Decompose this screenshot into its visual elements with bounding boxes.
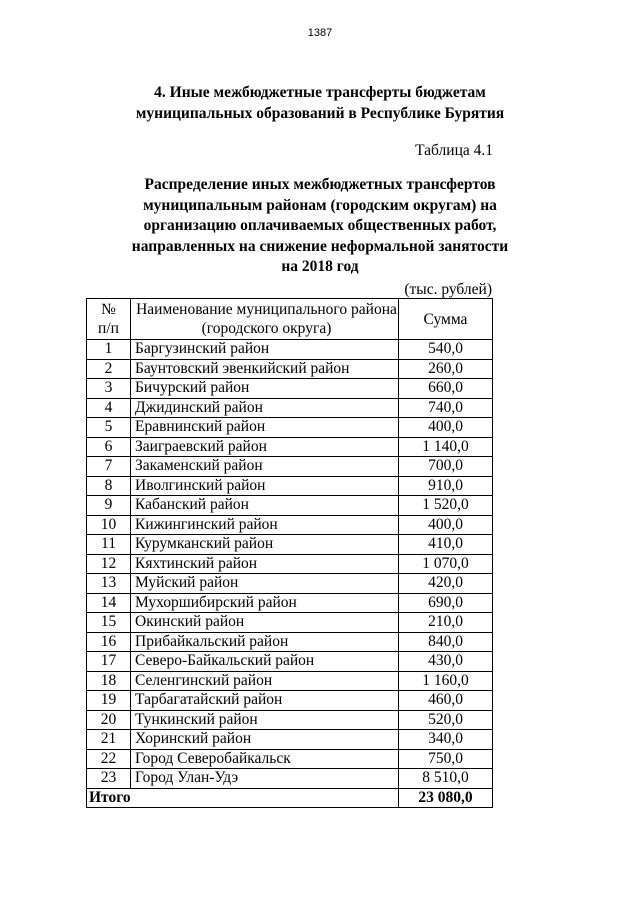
- row-sum: 540,0: [399, 340, 493, 360]
- table-title-line: Распределение иных межбюджетных трансфертов: [144, 176, 496, 193]
- row-number: 6: [87, 437, 131, 457]
- row-number: 8: [87, 476, 131, 496]
- transfers-table: [86, 298, 493, 808]
- row-number: 16: [87, 632, 131, 652]
- table-row: [87, 613, 493, 633]
- row-district-name: Кяхтинский район: [131, 554, 399, 574]
- table-row: [87, 769, 493, 789]
- row-sum: 660,0: [399, 379, 493, 399]
- table-row: [87, 593, 493, 613]
- table-row: [87, 574, 493, 594]
- table-row: [87, 398, 493, 418]
- table-header-row: [87, 299, 493, 340]
- header-name-line: (городского округа): [201, 320, 332, 337]
- row-district-name: Город Северобайкальск: [131, 749, 399, 769]
- section-heading: [90, 82, 550, 124]
- row-sum: 410,0: [399, 535, 493, 555]
- row-sum: 1 140,0: [399, 437, 493, 457]
- row-sum: 1 520,0: [399, 496, 493, 516]
- row-sum: 750,0: [399, 749, 493, 769]
- row-district-name: Окинский район: [131, 613, 399, 633]
- row-sum: 260,0: [399, 359, 493, 379]
- row-number: 20: [87, 710, 131, 730]
- row-district-name: Иволгинский район: [131, 476, 399, 496]
- row-sum: 340,0: [399, 730, 493, 750]
- row-district-name: Мухоршибирский район: [131, 593, 399, 613]
- header-num: [87, 299, 131, 340]
- table-body: [87, 340, 493, 789]
- row-sum: 1 070,0: [399, 554, 493, 574]
- row-district-name: Курумканский район: [131, 535, 399, 555]
- row-district-name: Заиграевский район: [131, 437, 399, 457]
- table-row: [87, 359, 493, 379]
- row-district-name: Кабанский район: [131, 496, 399, 516]
- row-sum: 8 510,0: [399, 769, 493, 789]
- row-district-name: Закаменский район: [131, 457, 399, 477]
- row-district-name: Бичурский район: [131, 379, 399, 399]
- table-row: [87, 554, 493, 574]
- table-row: [87, 749, 493, 769]
- row-district-name: Баунтовский эвенкийский район: [131, 359, 399, 379]
- row-district-name: Тункинский район: [131, 710, 399, 730]
- row-district-name: Селенгинский район: [131, 671, 399, 691]
- section-heading-line: муниципальных образований в Республике Бурятия: [135, 105, 505, 122]
- table-title-line: муниципальным районам (городским округам) на: [143, 196, 497, 214]
- table-row: [87, 632, 493, 652]
- row-number: 3: [87, 379, 131, 399]
- row-district-name: Город Улан-Удэ: [131, 769, 399, 789]
- row-sum: 460,0: [399, 691, 493, 711]
- row-district-name: Хоринский район: [131, 730, 399, 750]
- table-row: [87, 535, 493, 555]
- table-row: [87, 515, 493, 535]
- row-number: 1: [87, 340, 131, 360]
- header-name-line: Наименование муниципального района: [136, 301, 397, 318]
- row-number: 5: [87, 418, 131, 438]
- header-sum: Сумма: [399, 299, 493, 340]
- row-district-name: Муйский район: [131, 574, 399, 594]
- table-title-line: организацию оплачиваемых общественных работ,: [143, 217, 497, 234]
- row-number: 23: [87, 769, 131, 789]
- row-number: 21: [87, 730, 131, 750]
- row-number: 11: [87, 535, 131, 555]
- row-district-name: Прибайкальский район: [131, 632, 399, 652]
- row-number: 7: [87, 457, 131, 477]
- row-number: 10: [87, 515, 131, 535]
- table-row: [87, 340, 493, 360]
- table-row: [87, 691, 493, 711]
- row-district-name: Еравнинский район: [131, 418, 399, 438]
- row-number: 9: [87, 496, 131, 516]
- row-sum: 840,0: [399, 632, 493, 652]
- row-number: 12: [87, 554, 131, 574]
- page-number: 1387: [307, 27, 333, 39]
- units-label: (тыс. рублей): [404, 281, 492, 298]
- header-num-line: №: [101, 301, 116, 318]
- row-number: 2: [87, 359, 131, 379]
- row-number: 13: [87, 574, 131, 594]
- row-sum: 740,0: [399, 398, 493, 418]
- row-sum: 690,0: [399, 593, 493, 613]
- row-district-name: Тарбагатайский район: [131, 691, 399, 711]
- table-row: [87, 418, 493, 438]
- row-sum: 420,0: [399, 574, 493, 594]
- table-row: [87, 379, 493, 399]
- table-row: [87, 437, 493, 457]
- table-row: [87, 671, 493, 691]
- row-sum: 400,0: [399, 515, 493, 535]
- row-number: 14: [87, 593, 131, 613]
- row-sum: 910,0: [399, 476, 493, 496]
- row-number: 17: [87, 652, 131, 672]
- total-label: Итого: [87, 788, 399, 808]
- row-sum: 400,0: [399, 418, 493, 438]
- row-number: 19: [87, 691, 131, 711]
- row-number: 4: [87, 398, 131, 418]
- row-number: 18: [87, 671, 131, 691]
- table-title-line: направленных на снижение неформальной занятости: [131, 237, 509, 255]
- section-heading-line: 4. Иные межбюджетные трансферты бюджетам: [154, 84, 486, 101]
- table-row: [87, 457, 493, 477]
- total-row: [87, 788, 493, 808]
- row-district-name: Северо-Байкальский район: [131, 652, 399, 672]
- table-title-line: на 2018 год: [281, 258, 359, 275]
- row-sum: 430,0: [399, 652, 493, 672]
- row-sum: 700,0: [399, 457, 493, 477]
- row-district-name: Баргузинский район: [131, 340, 399, 360]
- row-sum: 210,0: [399, 613, 493, 633]
- total-sum: 23 080,0: [399, 788, 493, 808]
- row-district-name: Кижингинский район: [131, 515, 399, 535]
- table-number: Таблица 4.1: [415, 142, 493, 159]
- table-title: [90, 175, 550, 278]
- table-row: [87, 476, 493, 496]
- table-row: [87, 710, 493, 730]
- table-row: [87, 496, 493, 516]
- row-number: 15: [87, 613, 131, 633]
- row-district-name: Джидинский район: [131, 398, 399, 418]
- row-number: 22: [87, 749, 131, 769]
- row-sum: 1 160,0: [399, 671, 493, 691]
- table-row: [87, 652, 493, 672]
- header-name: [131, 299, 399, 340]
- table-row: [87, 730, 493, 750]
- header-num-line: п/п: [98, 320, 119, 337]
- row-sum: 520,0: [399, 710, 493, 730]
